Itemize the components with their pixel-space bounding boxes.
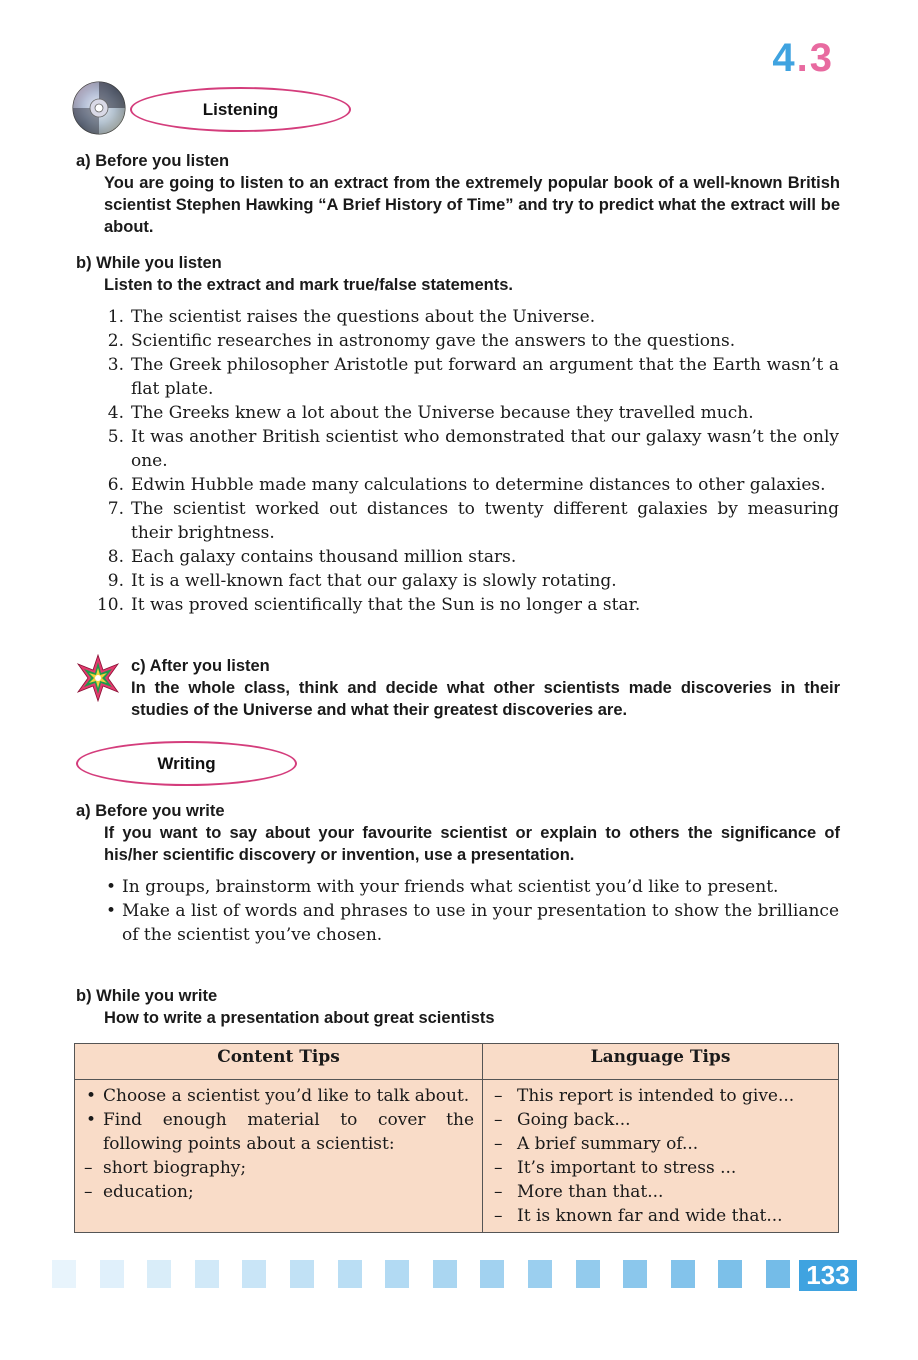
footer-square: [528, 1260, 552, 1288]
cd-icon: [72, 81, 126, 135]
language-tips-cell: [483, 1080, 839, 1233]
list-item: • In groups, brainstorm with your friends what scientist you’d like to present.: [104, 875, 839, 899]
language-tip: – This report is intended to give...: [491, 1084, 830, 1108]
list-item: 6. Edwin Hubble made many calculations to determine distances to other galaxies.: [107, 475, 826, 495]
list-item: 8. Each galaxy contains thousand million stars.: [107, 547, 517, 567]
listening-label: Listening: [130, 87, 351, 132]
footer-square: [718, 1260, 742, 1288]
while-listen-text: Listen to the extract and mark true/false statements.: [104, 276, 513, 294]
list-item: 3. The Greek philosopher Aristotle put forward an argument that the Earth wasn’t a flat plate.: [107, 355, 839, 399]
while-listen-heading: b) While you listen: [76, 254, 222, 272]
footer-square: [147, 1260, 171, 1288]
footer-square: [52, 1260, 76, 1288]
footer-square: [766, 1260, 790, 1288]
list-item: 4. The Greeks knew a lot about the Universe because they travelled much.: [107, 403, 754, 423]
list-item: • Make a list of words and phrases to use in your presentation to show the brilliance of the scientist you’ve chosen.: [104, 899, 839, 947]
language-tip: – It is known far and wide that...: [491, 1204, 830, 1228]
before-listen-text: You are going to listen to an extract from the extremely popular book of a well-known British scientist Stephen Hawking “A Brief History of Time” and try to predict what the extract will be about.: [104, 174, 840, 236]
list-item: 7. The scientist worked out distances to twenty different galaxies by measuring their brightness.: [107, 499, 839, 543]
content-tip: – short biography;: [83, 1156, 474, 1180]
content-tip: • Choose a scientist you’d like to talk about.: [83, 1084, 474, 1108]
language-tip: – A brief summary of...: [491, 1132, 830, 1156]
content-tip: • Find enough material to cover the following points about a scientist:: [83, 1108, 474, 1156]
while-write-heading: b) While you write: [76, 987, 218, 1005]
page-number: 133: [799, 1260, 857, 1291]
list-item: 1. The scientist raises the questions about the Universe.: [107, 307, 596, 327]
list-item: 10. It was proved scientifically that the Sun is no longer a star.: [96, 595, 641, 615]
writing-label: Writing: [76, 741, 297, 786]
footer-square: [671, 1260, 695, 1288]
footer-square: [433, 1260, 457, 1288]
after-listen-heading: c) After you listen: [131, 657, 270, 675]
language-tip: – More than that...: [491, 1180, 830, 1204]
writing-bullet-list: [104, 875, 839, 947]
language-tip: – It’s important to stress ...: [491, 1156, 830, 1180]
before-write-heading: a) Before you write: [76, 802, 225, 820]
star-icon: [74, 654, 122, 702]
content-tips-cell: [75, 1080, 483, 1233]
footer-square: [623, 1260, 647, 1288]
before-write-text: If you want to say about your favourite scientist or explain to others the significance of his/her scientific discovery or invention, use a presentation.: [104, 824, 840, 864]
footer-square: [100, 1260, 124, 1288]
tips-table: [74, 1043, 839, 1233]
statement-list: [96, 305, 839, 617]
footer-square: [480, 1260, 504, 1288]
footer-square: [385, 1260, 409, 1288]
list-item: 2. Scientific researches in astronomy gave the answers to the questions.: [107, 331, 736, 351]
list-item: 9. It is a well-known fact that our galaxy is slowly rotating.: [107, 571, 617, 591]
content-tips-header: Content Tips: [75, 1044, 483, 1080]
section-number: 4.3: [772, 36, 834, 80]
after-listen-text: In the whole class, think and decide what other scientists made discoveries in their studies of the Universe and what their greatest discoveries are.: [131, 679, 840, 719]
footer-square: [290, 1260, 314, 1288]
list-item: 5. It was another British scientist who demonstrated that our galaxy wasn’t the only one.: [107, 427, 839, 471]
while-write-text: How to write a presentation about great scientists: [104, 1009, 495, 1027]
footer-square: [242, 1260, 266, 1288]
language-tip: – Going back...: [491, 1108, 830, 1132]
footer-square: [338, 1260, 362, 1288]
footer-square: [195, 1260, 219, 1288]
before-listen-heading: a) Before you listen: [76, 152, 230, 170]
content-tip: – education;: [83, 1180, 474, 1204]
language-tips-header: Language Tips: [483, 1044, 839, 1080]
footer-square: [576, 1260, 600, 1288]
